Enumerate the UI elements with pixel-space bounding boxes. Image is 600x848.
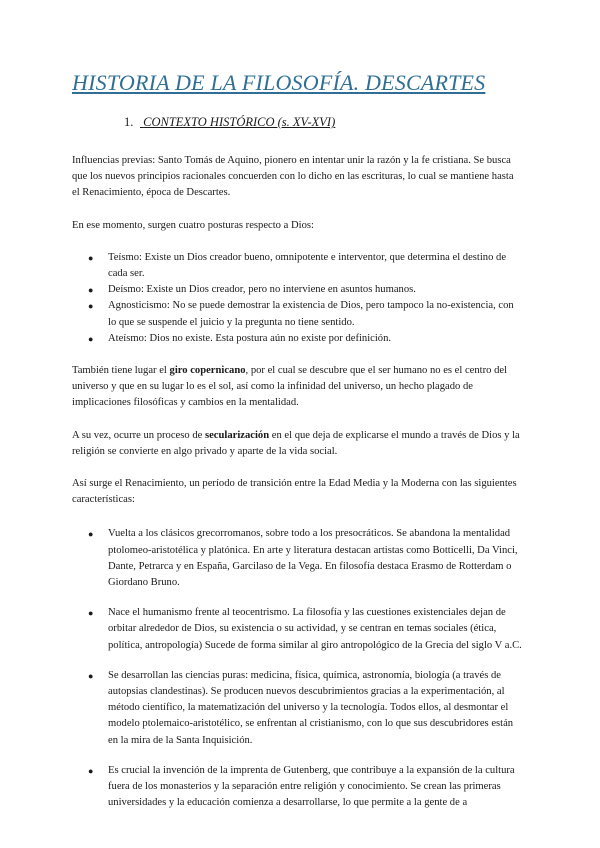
list-item: ● Se desarrollan las ciencias puras: medicina, física, química, astronomía, biología (a través de autopsias clandestinas). Se producen nuevos descubrimientos gracias a la experimentación, al método científico, la matematización del universo y la tecnología. Todos ellos, al desmontar el modelo ptolemaico-aristotélico, se enfrentan al cristianismo, con lo que sus descubridores están en la mira de la Santa Inquisición. — [88, 669, 514, 746]
bold-term: giro copernicano — [169, 365, 246, 377]
paragraph-posturas: En ese momento, surgen cuatro posturas respecto a Dios: — [72, 219, 314, 231]
bold-term: secularización — [204, 429, 270, 441]
list-item: ● Es crucial la invención de la imprenta de Gutenberg, que contribuye a la expansión de la cultura fuera de los monasterios y la separación entre religión y conocimiento. Se crean las primeras universidades y la educación comienza a desarrollarse, lo que permite a la gente de a — [88, 764, 515, 809]
bullet-icon: ● — [88, 333, 94, 344]
list-item: ● Teísmo: Existe un Dios creador bueno, omnipotente e interventor, que determina el destino de cada ser. — [88, 251, 507, 280]
bullet-icon: ● — [88, 670, 94, 681]
bullet-icon: ● — [88, 301, 94, 312]
section-label: CONTEXTO HISTÓRICO (s. XV-XVI) — [143, 115, 336, 129]
paragraph-secularizacion: A su vez, ocurre un proceso de secularización en el que deja de explicarse el mundo a través de Dios y la religión se convierte en algo privado y aparte de la vida social. — [72, 429, 520, 457]
bullet-icon: ● — [88, 765, 94, 776]
bullet-icon: ● — [88, 529, 94, 540]
bullet-icon: ● — [88, 608, 94, 619]
bullet-icon: ● — [88, 285, 94, 296]
section-heading — [124, 115, 335, 130]
paragraph-renacimiento: Así surge el Renacimiento, un período de transición entre la Edad Media y la Moderna con las siguientes características: — [72, 478, 517, 506]
section-number: 1. — [124, 115, 134, 129]
bullet-icon: ● — [88, 252, 94, 263]
list-item: ● Agnosticismo: No se puede demostrar la existencia de Dios, pero tampoco la no-existencia, con lo que se suspende el juicio y la pregunta no tiene sentido. — [88, 300, 514, 328]
document-title: HISTORIA DE LA FILOSOFÍA. DESCARTES — [72, 70, 486, 95]
list-item: ● Vuelta a los clásicos grecorromanos, sobre todo a los presocráticos. Se abandona la mentalidad ptolomeo-aristotélica y platónica. En arte y literatura destacan artistas como Botticelli, Da Vinci, Dante, Petrarca y en España, Garcilaso de la Vega. En filosofía destaca Erasmo de Rotterdam o Giordano Bruno. — [88, 528, 518, 589]
paragraph-giro-copernicano: También tiene lugar el giro copernicano, por el cual se descubre que el ser humano no es el centro del universo y que en su lugar lo es el sol, así como la infinidad del universo, un hecho plagado de implicaciones filosóficas y cambios en la mentalidad. — [72, 365, 508, 409]
document-body — [72, 153, 522, 826]
posturas-list — [84, 250, 522, 347]
list-item: ● Deísmo: Existe un Dios creador, pero no interviene en asuntos humanos. — [84, 282, 522, 298]
list-item: ● Nace el humanismo frente al teocentrismo. La filosofía y las cuestiones existenciales dejan de orbitar alrededor de Dios, su existencia o su actividad, y se centran en temas sociales (ética, política, antropología) Sucede de forma similar al giro antropológico de la Grecia del siglo V a.C. — [88, 607, 522, 651]
caracteristicas-list — [84, 526, 522, 811]
paragraph-influencias: Influencias previas: Santo Tomás de Aquino, pionero en intentar unir la razón y la fe cristiana. Se busca que los nuevos principios racionales concuerden con lo dicho en las escrituras, lo cual se mantiene hasta el Renacimiento, época de Descartes. — [72, 155, 514, 199]
list-item: ● Ateísmo: Dios no existe. Esta postura aún no existe por definición. — [84, 331, 522, 347]
